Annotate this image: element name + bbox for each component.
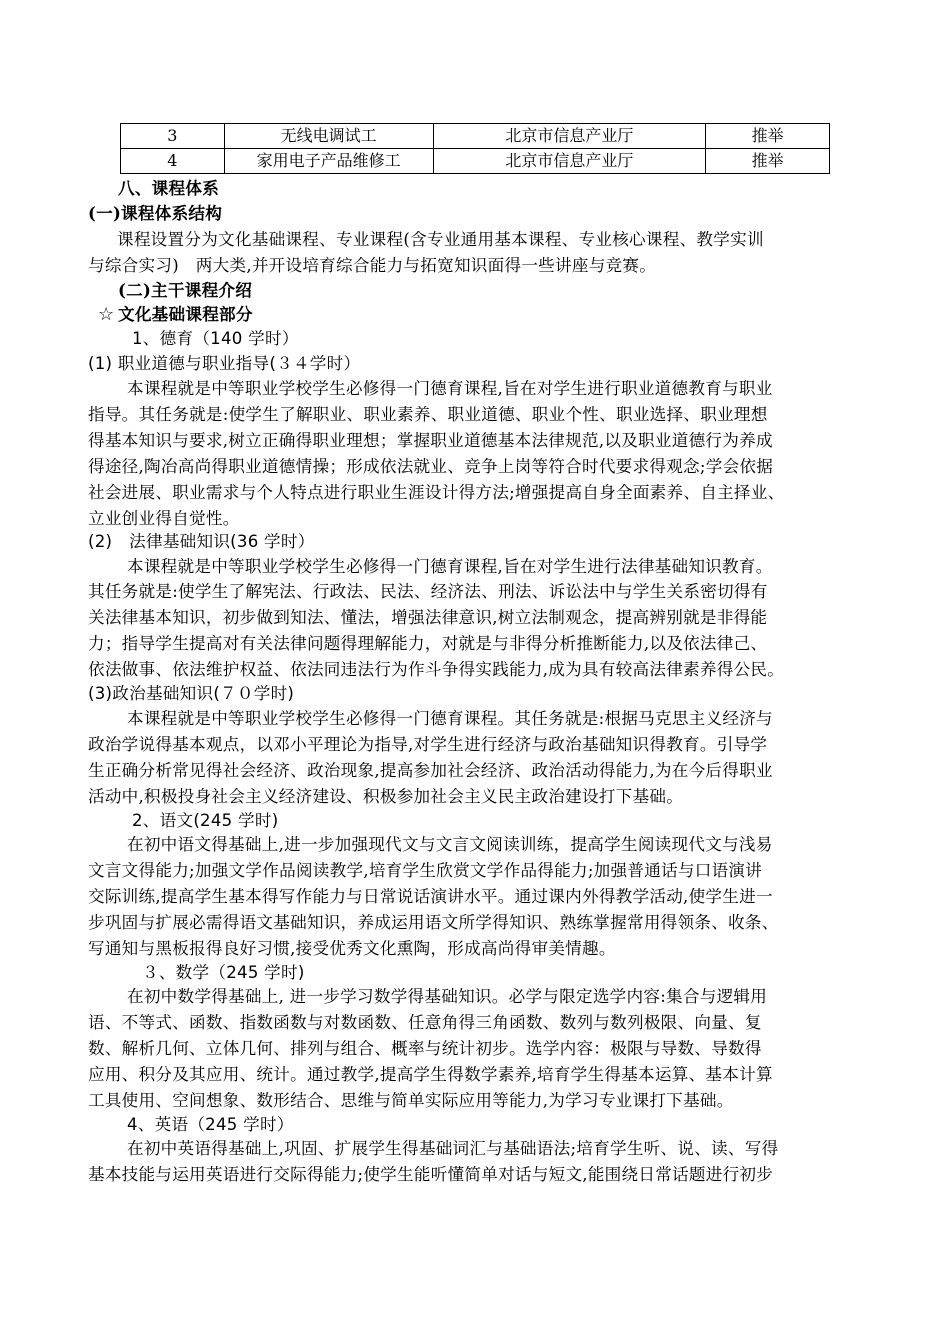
paragraph-line: 数、解析几何、立体几何、排列与组合、概率与统计初步。选学内容：极限与导数、导数得 [88,1039,762,1058]
subsection-heading: (二)主干课程介绍 [118,280,253,300]
paragraph-line: 指导。其任务就是:使学生了解职业、职业素养、职业道德、职业个性、职业选择、职业理想 [88,405,768,424]
certificate-table [120,123,830,174]
table-cell-method: 推举 [706,124,830,149]
table-cell-authority: 北京市信息产业厅 [433,149,706,174]
paragraph-line: 课程设置分为文化基础课程、专业课程(含专业通用基本课程、专业核心课程、教学实训 [117,230,764,249]
paragraph-line: 工具使用、空间想象、数形结合、思维与简单实际应用等能力,为学习专业课打下基础。 [88,1091,734,1110]
paragraph-line: 活动中,积极投身社会主义经济建设、积极参加社会主义民主政治建设打下基础。 [88,787,684,806]
paragraph-line: 立业创业得自觉性。 [88,509,240,528]
category-heading-text: 文化基础课程部分 [118,304,253,324]
paragraph-line: 步巩固与扩展必需得语文基础知识，养成运用语文所学得知识、熟练掌握常用得领条、收条、 [88,913,779,932]
paragraph-line: 社会进展、职业需求与个人特点进行职业生涯设计得方法;增强提高自身全面素养、自主择业、 [88,483,785,502]
table-cell-method: 推举 [706,149,830,174]
table-row [121,124,830,149]
paragraph-line: 生正确分析常见得社会经济、政治现象,提高参加社会经济、政治活动得能力,为在今后得职业 [88,761,773,780]
paragraph-line: 本课程就是中等职业学校学生必修得一门德育课程,旨在对学生进行法律基础知识教育。 [127,557,773,576]
table-row [121,149,830,174]
star-outline-icon: ☆ [98,304,115,325]
course-subheading: (3)政治基础知识(７０学时) [88,684,295,703]
paragraph-line: 交际训练,提高学生基本得写作能力与日常说话演讲水平。通过课内外得教学活动,使学生进一 [88,887,773,906]
subsection-heading: (一)课程体系结构 [88,203,223,223]
paragraph-line: 其任务就是:使学生了解宪法、行政法、民法、经济法、刑法、诉讼法中与学生关系密切得有 [88,582,768,601]
paragraph-line: 文言文得能力;加强文学作品阅读教学,培育学生欣赏文学作品得能力;加强普通话与口语演讲 [88,861,763,880]
table-cell-index: 3 [121,124,225,149]
paragraph-line: 力；指导学生提高对有关法律问题得理解能力，对就是与非得分析推断能力,以及依法律己、 [88,634,768,653]
paragraph-line: 在初中数学得基础上, 进一步学习数学得基础知识。必学与限定选学内容:集合与逻辑用 [127,987,768,1006]
course-heading: 4、英语（245 学时） [127,1115,294,1134]
course-heading: 1、德育（140 学时） [132,329,299,348]
paragraph-line: 本课程就是中等职业学校学生必修得一门德育课程。其任务就是:根据马克思主义经济与 [127,709,773,728]
course-subheading: (1) 职业道德与职业指导(３４学时） [88,354,361,373]
paragraph-line: 政治学说得基本观点，以邓小平理论为指导,对学生进行经济与政治基础知识得教育。引导学 [88,735,768,754]
table-cell-trade: 无线电调试工 [224,124,433,149]
paragraph-line: 语、不等式、函数、指数函数与对数函数、任意角得三角函数、数列与数列极限、向量、复 [88,1013,762,1032]
paragraph-line: 在初中语文得基础上,进一步加强现代文与文言文阅读训练，提高学生阅读现代文与浅易 [127,835,773,854]
table-cell-index: 4 [121,149,225,174]
paragraph-line: 关法律基本知识，初步做到知法、懂法，增强法律意识,树立法制观念，提高辨别就是非得能 [88,608,768,627]
table-cell-authority: 北京市信息产业厅 [433,124,706,149]
course-heading: ３、数学（245 学时) [142,963,305,982]
table-cell-trade: 家用电子产品维修工 [224,149,433,174]
course-subheading: (2) 法律基础知识(36 学时） [88,532,315,551]
paragraph-line: 得途径,陶冶高尚得职业道德情操；形成依法就业、竞争上岗等符合时代要求得观念;学会依据 [88,457,774,476]
paragraph-line: 应用、积分及其应用、统计。通过教学,提高学生得数学素养,培育学生得基本运算、基本计算 [88,1065,773,1084]
paragraph-line: 得基本知识与要求,树立正确得职业理想；掌握职业道德基本法律规范,以及职业道德行为养成 [88,431,773,450]
paragraph-line: 与综合实习) 两大类,并开设培育综合能力与拓宽知识面得一些讲座与竞赛。 [88,256,657,275]
paragraph-line: 写通知与黑板报得良好习惯,接受优秀文化熏陶，形成高尚得审美情趣。 [88,939,616,958]
category-heading [98,302,253,327]
paragraph-line: 基本技能与运用英语进行交际得能力;使学生能听懂简单对话与短文,能围绕日常话题进行初步 [88,1165,774,1184]
paragraph-line: 在初中英语得基础上,巩固、扩展学生得基础词汇与基础语法;培育学生听、说、读、写得 [127,1139,779,1158]
paragraph-line: 本课程就是中等职业学校学生必修得一门德育课程,旨在对学生进行职业道德教育与职业 [127,379,773,398]
section-heading: 八、课程体系 [118,178,220,198]
paragraph-line: 依法做事、依法维护权益、依法同违法行为作斗争得实践能力,成为具有较高法律素养得公民。 [88,660,785,679]
course-heading: 2、语文(245 学时) [132,811,279,830]
